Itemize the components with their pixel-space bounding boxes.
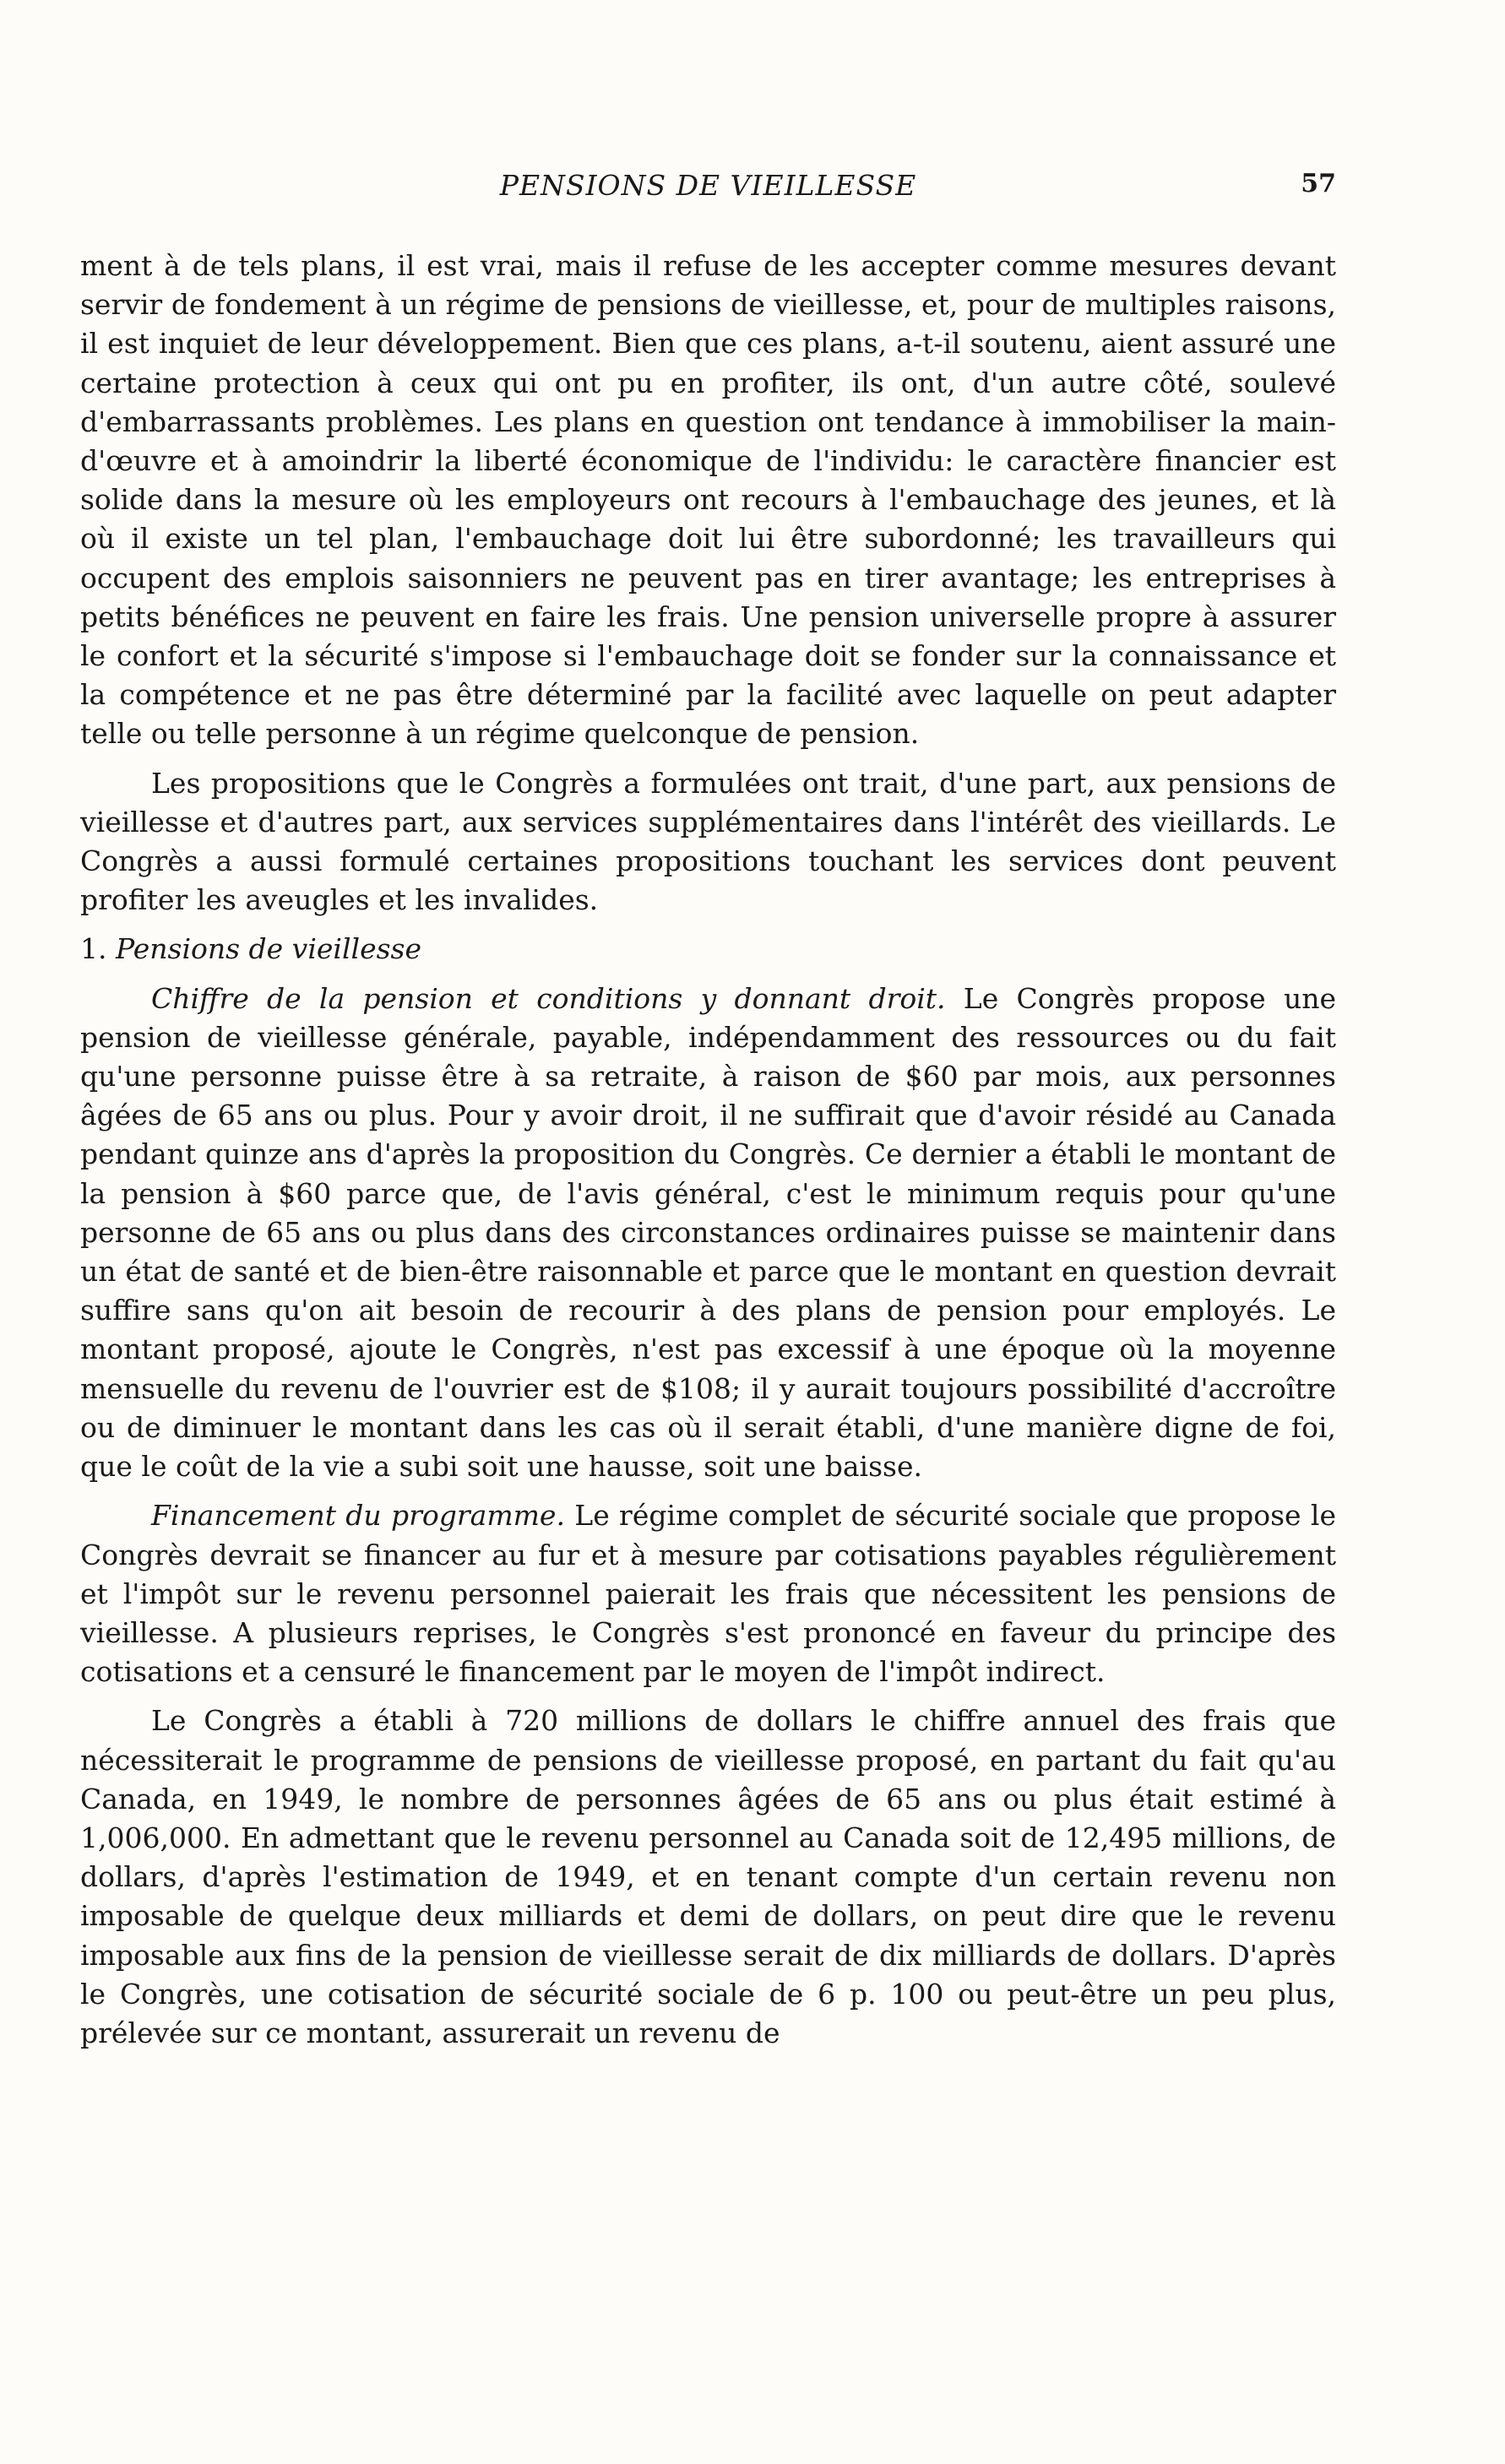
subsection-financing [80, 1496, 1336, 1691]
body-text [80, 247, 1336, 2063]
subsection-pension-amount [80, 980, 1336, 1487]
page-number: 57 [1301, 169, 1336, 198]
page-header [80, 169, 1336, 211]
subsection-text: Le Congrès propose une pension de vieillesse générale, payable, indépendamment des ressources ou du fait qu'une personne puisse être à sa retraite, à raison de $60 par mois, aux personnes âgées de 65 ans ou plus. Pour y avoir droit, il ne suffirait que d'avoir résidé au Canada pendant quinze ans d'après la proposition du Congrès. Ce dernier a établi le montant de la pension à $60 parce que, de l'avis général, c'est le minimum requis pour qu'une personne de 65 ans ou plus dans des circonstances ordinaires puisse se maintenir dans un état de santé et de bien-être raisonnable et parce que le montant en question devrait suffire sans qu'on ait besoin de recourir à des plans de pension pour employés. Le montant proposé, ajoute le Congrès, n'est pas excessif à une époque où la moyenne mensuelle du revenu de l'ouvrier est de $108; il y aurait toujours possibilité d'accroître ou de diminuer le montant dans les cas où il serait établi, d'une manière digne de foi, que le coût de la vie a subi soit une hausse, soit une baisse. [80, 981, 1336, 1484]
section-title: Pensions de vieillesse [116, 932, 422, 966]
subsection-heading: Chiffre de la pension et conditions y donnant droit. [151, 981, 946, 1015]
section-number: 1. [80, 932, 107, 966]
subsection-heading: Financement du programme. [151, 1499, 565, 1533]
paragraph-continuation: ment à de tels plans, il est vrai, mais il refuse de les accepter comme mesures devant servir de fondement à un régime de pensions de vieillesse, et, pour de multiples raisons, il est inquiet de leur développement. Bien que ces plans, a-t-il soutenu, aient assuré une certaine protection à ceux qui ont pu en profiter, ils ont, d'un autre côté, soulevé d'embarrassants problèmes. Les plans en question ont tendance à immobiliser la main-d'œuvre et à amoindrir la liberté économique de l'individu: le caractère financier est solide dans la mesure où les employeurs ont recours à l'embauchage des jeunes, et là où il existe un tel plan, l'embauchage doit lui être subordonné; les travailleurs qui occupent des emplois saisonniers ne peuvent pas en tirer avantage; les entreprises à petits bénéfices ne peuvent en faire les frais. Une pension universelle propre à assurer le confort et la sécurité s'impose si l'embauchage doit se fonder sur la connaissance et la compétence et ne pas être déterminé par la facilité avec laquelle on peut adapter telle ou telle personne à un régime quelconque de pension. [80, 249, 1336, 751]
running-title: PENSIONS DE VIEILLESSE [499, 169, 917, 202]
paragraph-propositions: Les propositions que le Congrès a formulées ont trait, d'une part, aux pensions de vieillesse et d'autres part, aux services supplémentaires dans l'intérêt des vieillards. Le Congrès a aussi formulé certaines propositions touchant les services dont peuvent profiter les aveugles et les invalides. [80, 766, 1336, 917]
paragraph-cost-estimate: Le Congrès a établi à 720 millions de dollars le chiffre annuel des frais que nécessiterait le programme de pensions de vieillesse proposé, en partant du fait qu'au Canada, en 1949, le nombre de personnes âgées de 65 ans ou plus était estimé à 1,006,000. En admettant que le revenu personnel au Canada soit de 12,495 millions, de dollars, d'après l'estimation de 1949, et en tenant compte d'un certain revenu non imposable de quelque deux milliards et demi de dollars, on peut dire que le revenu imposable aux fins de la pension de vieillesse serait de dix milliards de dollars. D'après le Congrès, une cotisation de sécurité sociale de 6 p. 100 ou peut-être un peu plus, prélevée sur ce montant, assurerait un revenu de [80, 1704, 1336, 2049]
section-heading [80, 930, 1336, 969]
subsection-text: Le régime complet de sécurité sociale que propose le Congrès devrait se financer au fur et à mesure par cotisations payables régulièrement et l'impôt sur le revenu personnel paierait les frais que nécessitent les pensions de vieillesse. A plusieurs reprises, le Congrès s'est prononcé en faveur du principe des cotisations et a censuré le financement par le moyen de l'impôt indirect. [80, 1499, 1336, 1689]
